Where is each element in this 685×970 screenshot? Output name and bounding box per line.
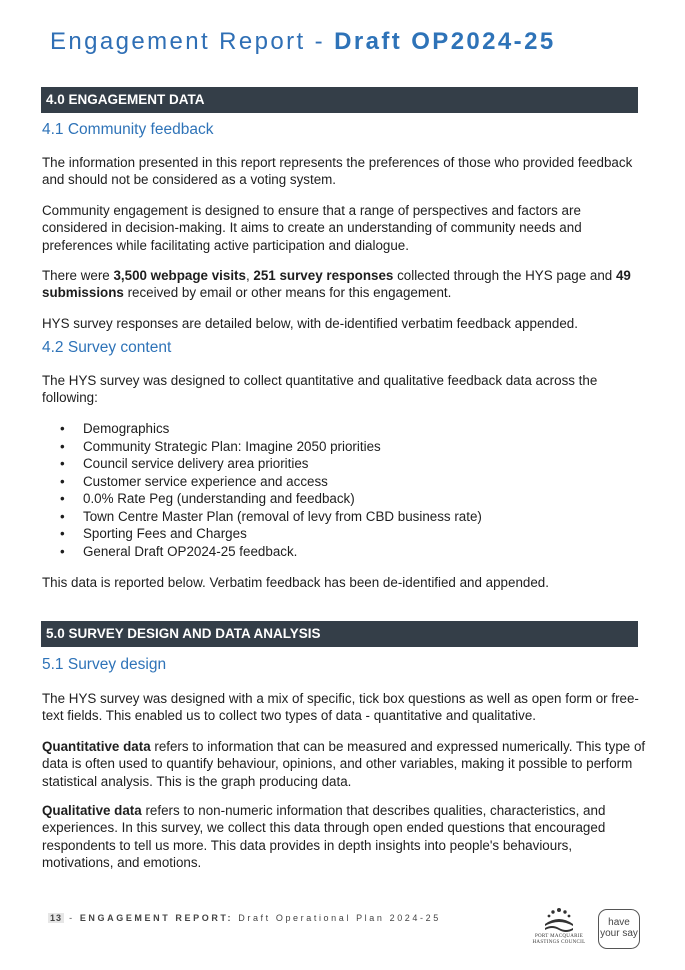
paragraph-engagement: Community engagement is designed to ensure that a range of perspectives and factors are considered in decision-making. It aims to create an understanding of community needs and preferences while facilitating active participation and dialogue.	[42, 203, 582, 253]
list-item: • Demographics	[42, 420, 482, 438]
footer-doc-title: Draft Operational Plan 2024-25	[233, 913, 441, 923]
section-heading-5: 5.0 SURVEY DESIGN AND DATA ANALYSIS	[41, 621, 638, 647]
section-heading-4: 4.0 ENGAGEMENT DATA	[41, 87, 638, 113]
paragraph-quantitative	[42, 738, 647, 790]
list-item: • Customer service experience and access	[42, 473, 482, 491]
badge-line2: your say	[600, 928, 638, 939]
list-item: • Community Strategic Plan: Imagine 2050 priorities	[42, 438, 482, 456]
stats-survey-responses: 251 survey responses	[253, 268, 394, 283]
stats-submissions: 49 submissions	[42, 268, 631, 301]
footer-report-label: ENGAGEMENT REPORT:	[79, 913, 234, 923]
paragraph-survey-intro: The HYS survey was designed to collect quantitative and qualitative feedback data across the following:	[42, 373, 598, 406]
stats-text-3: collected through the HYS page and	[393, 268, 616, 283]
subheading-4-1: 4.1 Community feedback	[42, 121, 214, 138]
stats-text-4: received by email or other means for this engagement.	[123, 285, 452, 301]
list-item: • Town Centre Master Plan (removal of levy from CBD business rate)	[42, 508, 482, 526]
quantitative-term: Quantitative data	[42, 739, 151, 754]
survey-topics-list	[42, 420, 482, 560]
list-item: • General Draft OP2024-25 feedback.	[42, 543, 482, 561]
have-your-say-badge	[598, 909, 640, 949]
stats-text-1: There were	[42, 268, 114, 283]
council-logo-icon	[539, 906, 579, 934]
paragraph-stats	[42, 267, 647, 302]
subheading-4-2: 4.2 Survey content	[42, 339, 172, 356]
stats-text-2: ,	[245, 268, 254, 283]
footer-separator: -	[64, 913, 80, 923]
logo-text-line2: HASTINGS COUNCIL	[532, 940, 586, 945]
paragraph-qualitative	[42, 802, 647, 871]
page-title	[50, 28, 650, 56]
stats-webpage-visits: 3,500 webpage visits	[113, 268, 246, 283]
paragraph-survey-outro: This data is reported below. Verbatim feedback has been de-identified and appended.	[42, 575, 549, 590]
page-number: 13	[50, 913, 63, 923]
list-item: • 0.0% Rate Peg (understanding and feedback)	[42, 490, 482, 508]
page-footer	[48, 913, 441, 923]
list-item: • Sporting Fees and Charges	[42, 525, 482, 543]
paragraph-hys-responses: HYS survey responses are detailed below, with de-identified verbatim feedback appended.	[42, 316, 578, 331]
qualitative-term: Qualitative data	[42, 803, 142, 818]
logo-text-line1: PORT MACQUARIE	[534, 934, 584, 939]
page-title-prefix: Engagement Report -	[50, 28, 335, 55]
subheading-5-1: 5.1 Survey design	[42, 656, 167, 673]
badge-line1: have	[608, 917, 630, 928]
qualitative-definition: refers to non-numeric information that describes qualities, characteristics, and experiences. In this survey, we collect this data through open ended questions that encouraged respondents to tell us more. This data provides in depth insights into people's behaviours, motivations, and emotions.	[42, 803, 606, 870]
page-title-bold: Draft OP2024-25	[334, 28, 556, 55]
list-item: • Council service delivery area priorities	[42, 455, 482, 473]
council-logo	[528, 906, 590, 946]
paragraph-preferences: The information presented in this report represents the preferences of those who provided feedback and should not be considered as a voting system.	[42, 155, 633, 188]
quantitative-definition: refers to information that can be measured and expressed numerically. This type of data is often used to quantify behaviour, opinions, and other variables, making it possible to perform statistical analysis. This is the graph producing data.	[42, 739, 646, 789]
paragraph-survey-design: The HYS survey was designed with a mix of specific, tick box questions as well as open form or free-text fields. This enabled us to collect two types of data - quantitative and qualitative.	[42, 691, 639, 724]
